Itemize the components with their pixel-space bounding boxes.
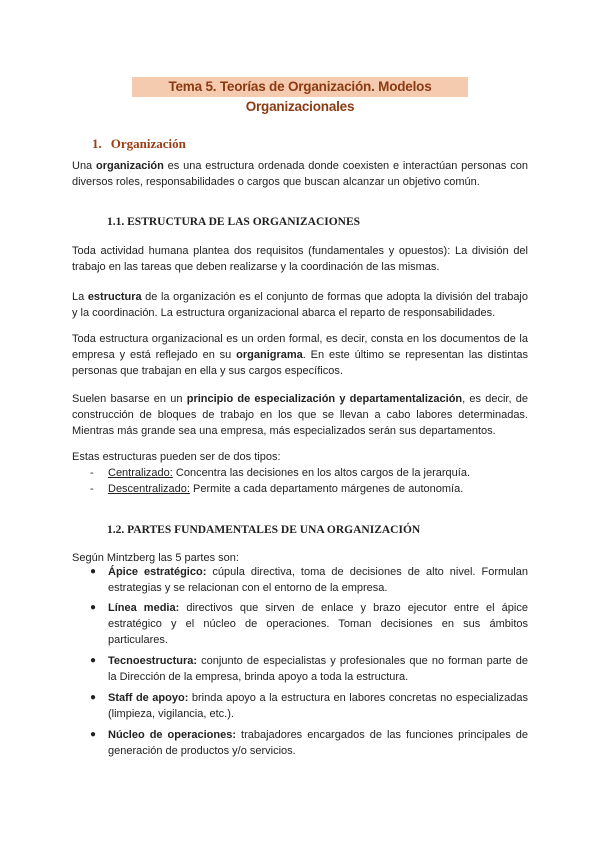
section-heading-organizacion [92,136,186,152]
text: , es decir, de construcción de bloques de trabajo en los que se llevan a cabo labores determinadas. Mientras más grande sea una empresa, más especializados serán sus departamentos. [72,393,528,437]
part-text: conjunto de especialistas y profesionales que no forman parte de la Dirección de la empresa, brinda apoyo a toda la estructura. [108,655,528,683]
page-title: Tema 5. Teorías de Organización. Modelos Organizacionales [132,77,468,97]
text: de la organización es el conjunto de formas que adopta la división del trabajo y la coordinación. La estructura organizacional abarca el reparto de responsabilidades. [72,291,528,319]
part-text: brinda apoyo a la estructura en labores concretas no especializadas (limpieza, vigilancia, etc.). [108,692,528,720]
type-label: Centralizado: [108,467,173,479]
intro-paragraph [72,158,528,190]
bold-term: principio de especialización y departamentalización [186,393,463,405]
paragraph-tipos: Estas estructuras pueden ser de dos tipos: [72,451,281,463]
bullet-icon: ● [90,566,97,577]
part-text: cúpula directiva, toma de decisiones de alto nivel. Formulan estrategias y se relacionan con el entorno de la empresa. [108,566,528,594]
type-text: Permite a cada departamento márgenes de autonomía. [189,483,464,495]
text: Una [72,160,96,172]
type-label: Descentralizado: [108,483,190,495]
part-term: Línea media: [108,602,180,614]
text: . En este último se representan las distintas personas que trabajan en ella y sus cargos específicos. [72,349,528,377]
part-term: Staff de apoyo: [108,692,189,704]
section-number: 1. [92,136,102,151]
dash-marker: - [90,467,94,479]
subsection-heading-estructura: 1.1. ESTRUCTURA DE LAS ORGANIZACIONES [107,216,361,228]
part-term: Núcleo de operaciones: [108,729,237,741]
paragraph-estructura [72,289,528,321]
bold-term: organigrama [236,349,303,361]
text: La [72,291,88,303]
paragraph-organigrama [72,331,528,379]
bold-term: organización [96,160,164,172]
part-term: Ápice estratégico: [108,566,207,578]
paragraph-especializacion [72,391,528,439]
text: Toda estructura organizacional es un orden formal, es decir, consta en los documentos de la empresa y está reflejado en su [72,333,528,361]
bullet-icon: ● [90,602,97,613]
part-text: trabajadores encargados de las funciones principales de generación de productos y/o servicios. [108,729,528,757]
dash-marker: - [90,483,94,495]
type-text: Concentra las decisiones en los altos cargos de la jerarquía. [172,467,470,479]
bullet-icon: ● [90,655,97,666]
paragraph-mintzberg: Según Mintzberg las 5 partes son: [72,552,239,564]
bold-term: estructura [87,291,142,303]
text: Suelen basarse en un [72,393,187,405]
part-term: Tecnoestructura: [108,655,198,667]
section-title: Organización [110,136,186,151]
text: es una estructura ordenada donde coexisten e interactúan personas con diversos roles, responsabilidades o cargos que buscan alcanzar un objetivo común. [72,160,528,188]
paragraph-requisitos: Toda actividad humana plantea dos requisitos (fundamentales y opuestos): La división del trabajo en las tareas que deben realizarse y la coordinación de las mismas. [72,245,528,273]
subsection-heading-partes: 1.2. PARTES FUNDAMENTALES DE UNA ORGANIZACIÓN [107,524,421,536]
bullet-icon: ● [90,729,97,740]
bullet-icon: ● [90,692,97,703]
part-text: directivos que sirven de enlace y brazo ejecutor entre el ápice estratégico y el núcleo de operaciones. Toman decisiones en sus ámbitos particulares. [108,602,528,646]
